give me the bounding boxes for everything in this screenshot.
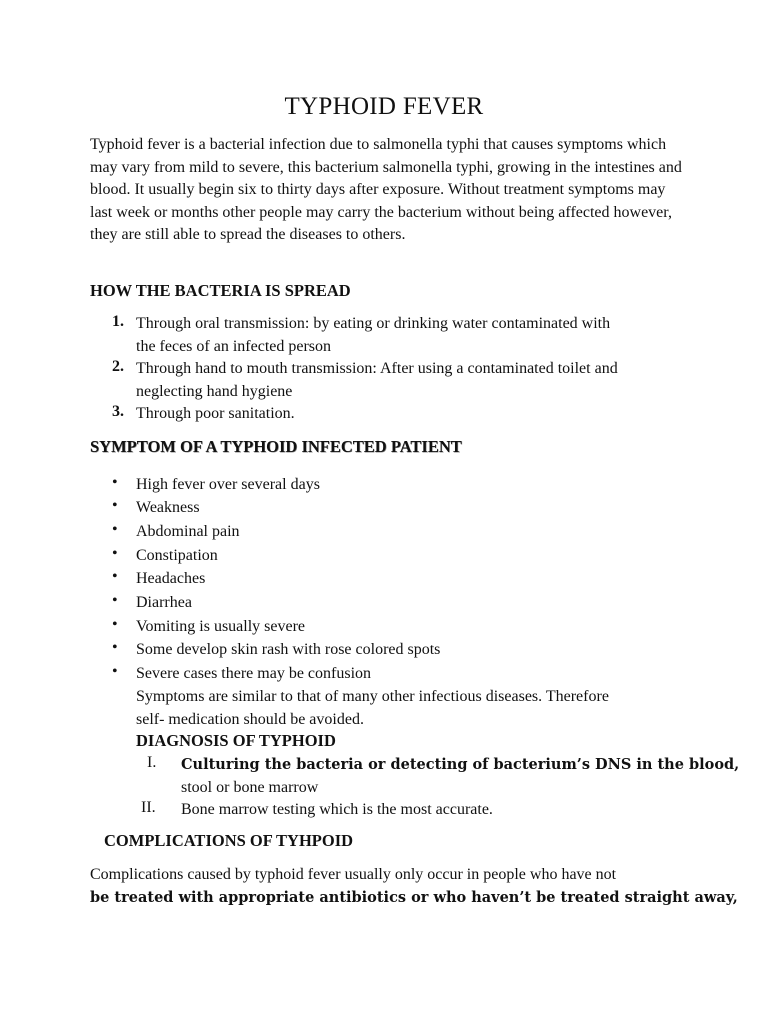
symptoms-note-cont: self- medication should be avoided. — [136, 711, 364, 728]
list-item-text-cont: stool or bone marrow — [181, 779, 319, 796]
list-item: Abdominal pain — [136, 523, 240, 540]
list-item-text: Through hand to mouth transmission: After using a contaminated toilet and — [136, 360, 618, 377]
list-item: Some develop skin rash with rose colored spots — [136, 641, 441, 658]
list-item-text: Through oral transmission: by eating or drinking water contaminated with — [136, 315, 611, 332]
bullet-icon: • — [112, 545, 118, 562]
document-title: TYPHOID FEVER — [284, 93, 484, 120]
list-item: Diarrhea — [136, 594, 192, 611]
list-item: Severe cases there may be confusion — [136, 665, 372, 682]
list-item-text: Bone marrow testing which is the most accurate. — [181, 801, 493, 818]
complications-heading: COMPLICATIONS OF TYHPOID — [104, 831, 354, 850]
list-item: High fever over several days — [136, 476, 320, 493]
bullet-icon: • — [112, 663, 118, 680]
symptoms-note: Symptoms are similar to that of many other infectious diseases. Therefore — [136, 688, 609, 705]
list-item: Vomiting is usually severe — [136, 618, 306, 635]
list-number: 1. — [112, 313, 124, 330]
bullet-icon: • — [112, 639, 118, 656]
bullet-icon: • — [112, 592, 118, 609]
bullet-icon: • — [112, 474, 118, 491]
complications-line-cont: be treated with appropriate antibiotics or who haven’t be treated straight away, — [90, 889, 738, 906]
intro-paragraph: Typhoid fever is a bacterial infection due to salmonella typhi that causes symptoms which may vary from mild to severe, this bacterium salmonella typhi, growing in the intestines and blood. It usually begin six to thirty days after exposure. Without treatment symptoms may last week or months other people may carry the bacterium without being affected however, they are still able to spread the diseases to others. — [90, 136, 682, 244]
list-item-text-cont: neglecting hand hygiene — [136, 383, 293, 400]
list-number: 2. — [112, 358, 124, 375]
bullet-icon: • — [112, 497, 118, 514]
list-item-text-cont: the feces of an infected person — [136, 338, 332, 355]
list-number: 3. — [112, 403, 124, 420]
roman-numeral: I. — [147, 754, 157, 771]
bullet-icon: • — [112, 568, 118, 585]
list-item: Constipation — [136, 547, 218, 564]
bullet-icon: • — [112, 616, 118, 633]
complications-line: Complications caused by typhoid fever usually only occur in people who have not — [90, 866, 617, 883]
symptoms-heading: SYMPTOM OF A TYPHOID INFECTED PATIENT — [90, 437, 462, 456]
spread-heading: HOW THE BACTERIA IS SPREAD — [90, 281, 351, 300]
diagnosis-heading: DIAGNOSIS OF TYPHOID — [136, 731, 336, 750]
list-item: Headaches — [136, 570, 206, 587]
list-item-text: Through poor sanitation. — [136, 405, 295, 422]
bullet-icon: • — [112, 521, 118, 538]
list-item-text: Culturing the bacteria or detecting of bacterium’s DNS in the blood, — [181, 756, 740, 773]
roman-numeral: II. — [141, 799, 156, 816]
list-item: Weakness — [136, 499, 200, 516]
